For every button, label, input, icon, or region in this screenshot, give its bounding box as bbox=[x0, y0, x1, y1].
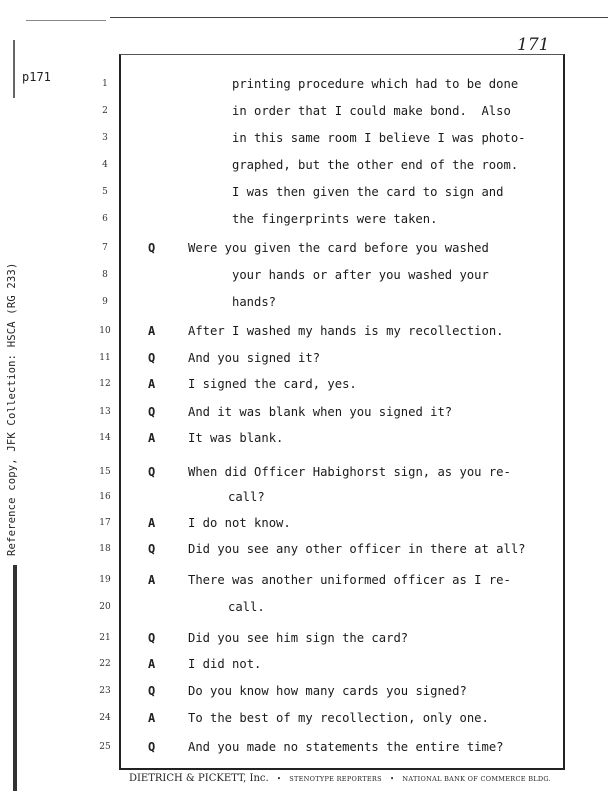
speaker-label: A bbox=[148, 431, 156, 445]
line-text: hands? bbox=[232, 295, 277, 309]
speaker-label: A bbox=[148, 516, 156, 530]
line-text: I do not know. bbox=[188, 516, 291, 530]
transcript-line bbox=[0, 516, 612, 542]
transcript-line bbox=[0, 600, 612, 626]
line-number: 7 bbox=[102, 243, 108, 253]
line-text: Were you given the card before you washed bbox=[188, 241, 489, 255]
document-id: p171 bbox=[22, 70, 51, 84]
line-number: 23 bbox=[99, 686, 111, 696]
speaker-label: Q bbox=[148, 631, 156, 645]
line-number: 16 bbox=[99, 492, 111, 502]
transcript-line bbox=[0, 542, 612, 568]
reporter-service: STENOTYPE REPORTERS bbox=[289, 775, 382, 783]
transcript-line bbox=[0, 405, 612, 431]
speaker-label: A bbox=[148, 711, 156, 725]
line-text: After I washed my hands is my recollection. bbox=[188, 324, 504, 338]
line-number: 6 bbox=[102, 214, 108, 224]
transcript-line bbox=[0, 295, 612, 321]
line-number: 22 bbox=[99, 659, 111, 669]
line-text: in order that I could make bond. Also bbox=[232, 104, 511, 118]
line-text: graphed, but the other end of the room. bbox=[232, 158, 519, 172]
line-number: 4 bbox=[102, 160, 108, 170]
transcript-line bbox=[0, 158, 612, 184]
speaker-label: Q bbox=[148, 351, 156, 365]
transcript-line bbox=[0, 377, 612, 403]
speaker-label: Q bbox=[148, 684, 156, 698]
line-number: 11 bbox=[99, 353, 111, 363]
reporter-footer bbox=[120, 773, 560, 784]
page-number: 171 bbox=[517, 35, 550, 55]
speaker-label: A bbox=[148, 324, 156, 338]
line-number: 12 bbox=[99, 379, 111, 389]
line-text: in this same room I believe I was photo- bbox=[232, 131, 526, 145]
reporter-address: NATIONAL BANK OF COMMERCE BLDG. bbox=[402, 775, 552, 783]
line-number: 3 bbox=[102, 133, 108, 143]
line-number: 20 bbox=[99, 602, 111, 612]
transcript-line bbox=[0, 324, 612, 350]
transcript-line bbox=[0, 631, 612, 657]
footer-bullet: • bbox=[390, 775, 395, 783]
reporter-firm: DIETRICH & PICKETT, Inc. bbox=[128, 773, 269, 784]
line-text: call? bbox=[228, 490, 265, 504]
top-rule-left bbox=[26, 20, 106, 21]
transcript-line bbox=[0, 711, 612, 737]
line-text: And it was blank when you signed it? bbox=[188, 405, 453, 419]
line-number: 5 bbox=[102, 187, 108, 197]
speaker-label: A bbox=[148, 657, 156, 671]
line-text: There was another uniformed officer as I re- bbox=[188, 573, 511, 587]
line-number: 13 bbox=[99, 407, 111, 417]
line-text: I was then given the card to sign and bbox=[232, 185, 504, 199]
transcript-line bbox=[0, 465, 612, 491]
speaker-label: Q bbox=[148, 465, 156, 479]
line-number: 9 bbox=[102, 297, 108, 307]
speaker-label: Q bbox=[148, 241, 156, 255]
footer-bullet: • bbox=[276, 775, 282, 783]
top-rule bbox=[110, 17, 608, 18]
transcript-line bbox=[0, 740, 612, 766]
line-number: 24 bbox=[99, 713, 111, 723]
speaker-label: Q bbox=[148, 542, 156, 556]
speaker-label: Q bbox=[148, 405, 156, 419]
line-text: And you made no statements the entire time? bbox=[188, 740, 504, 754]
line-text: I signed the card, yes. bbox=[188, 377, 357, 391]
line-text: To the best of my recollection, only one. bbox=[188, 711, 489, 725]
transcript-line bbox=[0, 684, 612, 710]
transcript-line bbox=[0, 131, 612, 157]
line-number: 14 bbox=[99, 433, 111, 443]
transcript-line bbox=[0, 241, 612, 267]
transcript-line bbox=[0, 268, 612, 294]
line-text: When did Officer Habighorst sign, as you re- bbox=[188, 465, 511, 479]
transcript-line bbox=[0, 573, 612, 599]
line-number: 15 bbox=[99, 467, 111, 477]
speaker-label: A bbox=[148, 573, 156, 587]
speaker-label: Q bbox=[148, 740, 156, 754]
transcript-line bbox=[0, 212, 612, 238]
transcript-line bbox=[0, 431, 612, 457]
line-number: 1 bbox=[102, 79, 108, 89]
line-text: your hands or after you washed your bbox=[232, 268, 489, 282]
line-text: call. bbox=[228, 600, 265, 614]
transcript-line bbox=[0, 490, 612, 516]
line-number: 10 bbox=[99, 326, 111, 336]
transcript-line bbox=[0, 351, 612, 377]
transcript-line bbox=[0, 104, 612, 130]
line-text: printing procedure which had to be done bbox=[232, 77, 519, 91]
line-text: Do you know how many cards you signed? bbox=[188, 684, 467, 698]
line-number: 19 bbox=[99, 575, 111, 585]
frame-bottom-rule bbox=[119, 768, 565, 770]
line-number: 25 bbox=[99, 742, 111, 752]
line-number: 8 bbox=[102, 270, 108, 280]
line-number: 18 bbox=[99, 544, 111, 554]
line-number: 21 bbox=[99, 633, 111, 643]
line-text: And you signed it? bbox=[188, 351, 321, 365]
line-text: I did not. bbox=[188, 657, 262, 671]
line-text: Did you see him sign the card? bbox=[188, 631, 409, 645]
line-text: It was blank. bbox=[188, 431, 284, 445]
line-text: the fingerprints were taken. bbox=[232, 212, 438, 226]
transcript-line bbox=[0, 657, 612, 683]
line-text: Did you see any other officer in there at all? bbox=[188, 542, 526, 556]
line-number: 2 bbox=[102, 106, 108, 116]
transcript-line bbox=[0, 185, 612, 211]
line-number: 17 bbox=[99, 518, 111, 528]
reference-stamp: Reference copy, JFK Collection: HSCA (RG 233) bbox=[6, 262, 18, 556]
speaker-label: A bbox=[148, 377, 156, 391]
transcript-line bbox=[0, 77, 612, 103]
